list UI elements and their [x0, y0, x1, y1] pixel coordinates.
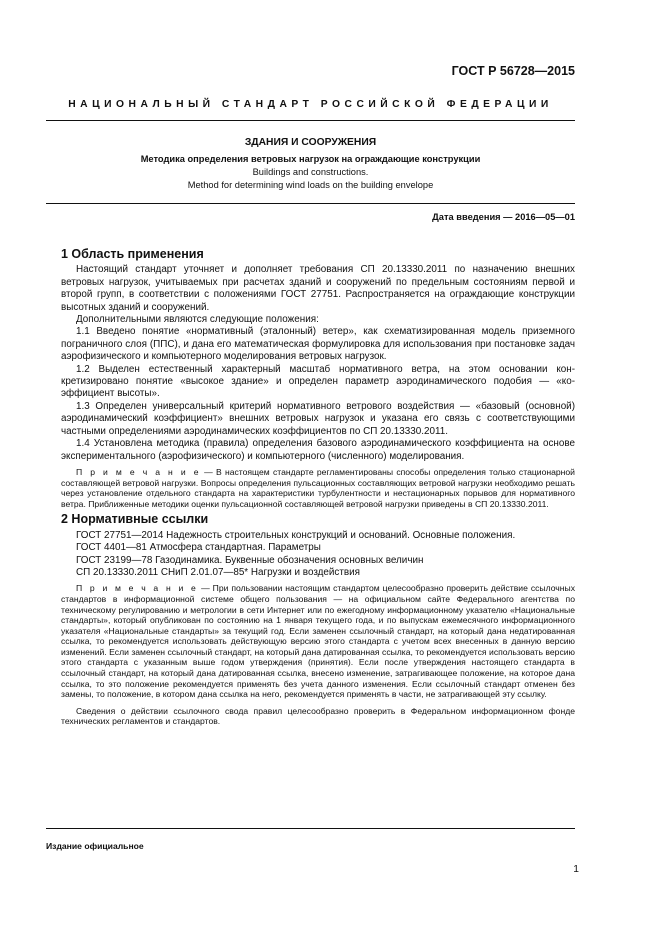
title-sub-ru: Методика определения ветровых нагрузок на ограждающие конструкции — [140, 154, 481, 164]
section-2-heading: 2 Нормативные ссылки — [61, 512, 209, 527]
introduction-date: Дата введения — 2016—05—01 — [432, 212, 575, 222]
title-main-ru: ЗДАНИЯ И СООРУЖЕНИЯ — [244, 137, 377, 148]
section-1-heading: 1 Область применения — [61, 247, 204, 261]
title-sub-en: Method for determining wind loads on the building envelope — [187, 180, 434, 190]
section-1-paragraph: Настоящий стандарт уточняет и дополняет требования СП 20.13330.2011 по назначению внешних ветровых нагрузок, учитываемых при расчетах зданий и сооружений по предельным состояниям первой и второй групп, в соответствии с положениями ГОСТ 27751. Распространяется на ограждающие конструкции высотных зданий и сооружений. — [61, 264, 575, 313]
section-1-item-1-1: 1.1 Введено понятие «нормативный (эталонный) ветер», как схематизированная модель приземного пограничного слоя (ППС), и дана его математическая формулировка для использования при постановке задач аэрофизического и компьютерного моделирования ветровых нагрузок. — [61, 326, 575, 363]
section-1 — [61, 248, 575, 727]
reference-item: ГОСТ 23199—78 Газодинамика. Буквенные обозначения основных величин — [76, 554, 424, 566]
note-label: П р и м е ч а н и е — [76, 583, 199, 594]
note-label: П р и м е ч а н и е — [76, 466, 201, 477]
gost-number: ГОСТ Р 56728—2015 — [451, 64, 575, 78]
section-1-note — [61, 467, 575, 509]
section-1-item-1-2: 1.2 Выделен естественный характерный масштаб нормативного ветра, на этом основании конкретизировано понятие «высокое здание» и определен параметр аэродинамического подобия — «коэффициент высоты». — [61, 363, 575, 400]
reference-item: ГОСТ 4401—81 Атмосфера стандартная. Параметры — [76, 542, 321, 554]
national-standard-banner: НАЦИОНАЛЬНЫЙ СТАНДАРТ РОССИЙСКОЙ ФЕДЕРАЦИИ — [68, 99, 553, 110]
title-block — [46, 136, 575, 192]
title-rule — [46, 203, 575, 204]
section-2-final-paragraph: Сведения о действии ссылочного свода правил целесообразно проверить в Федеральном информационном фонде технических регламентов и стандартов. — [61, 705, 575, 727]
section-1-paragraph: Дополнительными являются следующие положения: — [76, 314, 319, 326]
section-2-note — [61, 583, 575, 700]
section-1-item-1-4: 1.4 Установлена методика (правила) определения базового аэродинамического коэффициента на основе экспериментального (аэрофизического) и компьютерного (численного) моделирования. — [61, 438, 575, 462]
header-rule — [46, 120, 575, 121]
footer-rule — [46, 828, 575, 829]
page-number: 1 — [573, 864, 579, 875]
title-main-en: Buildings and constructions. — [252, 167, 369, 177]
note-text: — В настоящем стандарте регламентированы способы определения только стационарной составляющей ветровой нагрузки. Вопросы определения пульсационных составляющих ветровой нагрузки необходимо решать через установление отдельного стандарта на характеристики турбулентности и нестационарных порывов для нормативного ветра. Приближенные методики оценки пульсационной составляющей ветровой нагрузки приведены в СП 20.13330.2011. — [61, 466, 575, 509]
reference-item: ГОСТ 27751—2014 Надежность строительных конструкций и оснований. Основные положения. — [76, 529, 516, 541]
official-edition-label: Издание официальное — [46, 841, 144, 851]
section-1-item-1-3: 1.3 Определен универсальный критерий нормативного ветрового воздействия — «базовый (основной) аэродинамический коэффициент» внешних ветровых нагрузок и указана его связь с соответствующими частными определениями аэродинамических коэффициентов по СП 20.13330.2011. — [61, 400, 575, 437]
reference-item: СП 20.13330.2011 СНиП 2.01.07—85* Нагрузки и воздействия — [76, 566, 360, 578]
note-text: — При пользовании настоящим стандартом целесообразно проверить действие ссылочных стандартов в информационной системе общего пользования — на официальном сайте Федерального агентства по техническому регулированию и метрологии в сети Интернет или по ежегодному информационному указателю «Национальные стандарты», который опубликован по состоянию на 1 января текущего года, и по выпускам ежемесячного информационного указателя «Национальные стандарты» за текущий год. Если заменен ссылочный стандарт, на который дана недатированная ссылка, то рекомендуется использовать действующую версию этого стандарта с учетом всех внесенных в данную версию изменений. Если заменен ссылочный стандарт, на который дана датированная ссылка, то рекомендуется использовать версию этого стандарта с указанным выше годом утверждения (принятия). Если после утверждения настоящего стандарта в ссылочный стандарт, на который дана датированная ссылка, внесено изменение, затрагивающее положение, на которое дана ссылка, то это положение рекомендуется применять без учета данного изменения. Если ссылочный стандарт отменен без замены, то положение, в котором дана ссылка на него, рекомендуется применять в части, не затрагивающей эту ссылку. — [61, 583, 575, 700]
